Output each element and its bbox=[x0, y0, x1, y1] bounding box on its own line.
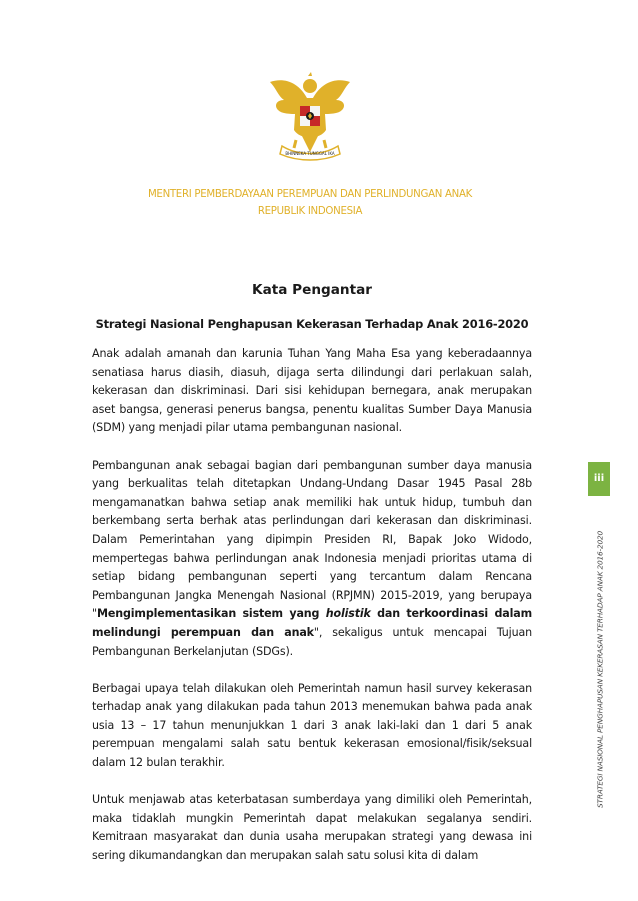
paragraph-text: Pembangunan anak sebagai bagian dari pembangunan sumber daya manusia yang berkualitas telah ditetapkan Undang-Undang Dasar 1945 Pasal 28b mengamanatkan bahwa setiap anak memiliki hak untuk hidup, tumbuh dan berkembang serta berhak atas perlindungan dari kekerasan dan diskriminasi. Dalam Pemerintahan yang dipimpin Presiden RI, Bapak Joko Widodo, mempertegas bahwa perlindungan anak Indonesia menjadi prioritas utama di setiap bidang pembangunan seperti yang tercantum dalam Rencana Pembangunan Jangka Menengah Nasional (RPJMN) 2015-2019, yang berupaya " bbox=[92, 458, 532, 621]
ministry-country: REPUBLIK INDONESIA bbox=[257, 206, 363, 217]
document-subtitle: Strategi Nasional Penghapusan Kekerasan Terhadap Anak 2016-2020 bbox=[95, 317, 529, 331]
page-title: Kata Pengantar bbox=[252, 282, 372, 298]
running-title-text: STRATEGI NASIONAL PENGHAPUSAN KEKERASAN TERHADAP ANAK 2016-2020 bbox=[595, 531, 605, 808]
paragraph-text: ", sekaligus untuk mencapai Tujuan Pembangunan Berkelanjutan (SDGs). bbox=[92, 625, 533, 658]
page-number-tab: iii bbox=[588, 462, 610, 496]
paragraph bbox=[92, 457, 532, 662]
emphasis-text: Mengimplementasikan sistem yang bbox=[96, 607, 326, 621]
foreword-body bbox=[92, 345, 532, 884]
emphasis-italic-text: holistik bbox=[325, 607, 371, 621]
garuda-emblem-icon bbox=[268, 70, 352, 162]
emphasis-text: dan terkoordinasi dalam melindungi perempuan dan anak bbox=[92, 607, 532, 639]
emblem-motto: BHINNEKA TUNGGAL IKA bbox=[285, 151, 335, 156]
ministry-name: MENTERI PEMBERDAYAAN PEREMPUAN DAN PERLINDUNGAN ANAK bbox=[147, 189, 473, 200]
paragraph: Untuk menjawab atas keterbatasan sumberdaya yang dimiliki oleh Pemerintah, maka tidaklah mungkin Pemerintah dapat melakukan segalanya sendiri. Kemitraan masyarakat dan dunia usaha merupakan strategi yang dewasa ini sering dikumandangkan dan merupakan salah satu solusi kita di dalam bbox=[92, 793, 532, 863]
paragraph: Anak adalah amanah dan karunia Tuhan Yang Maha Esa yang keberadaannya senatiasa harus diasih, diasuh, dijaga serta dilindungi dari perlakuan salah, kekerasan dan diskriminasi. Dari sisi kehidupan bernegara, anak merupakan aset bangsa, generasi penerus bangsa, penentu kualitas Sumber Daya Manusia (SDM) yang menjadi pilar utama pembangunan nasional. bbox=[92, 347, 532, 435]
paragraph: Berbagai upaya telah dilakukan oleh Pemerintah namun hasil survey kekerasan terhadap anak yang dilakukan pada tahun 2013 menemukan bahwa pada anak usia 13 – 17 tahun menunjukkan 1 dari 3 anak laki-laki dan 1 dari 5 anak perempuan mengalami salah satu bentuk kekerasan emosional/fisik/seksual dalam 12 bulan terakhir. bbox=[92, 681, 532, 770]
ministry-header bbox=[40, 186, 580, 220]
